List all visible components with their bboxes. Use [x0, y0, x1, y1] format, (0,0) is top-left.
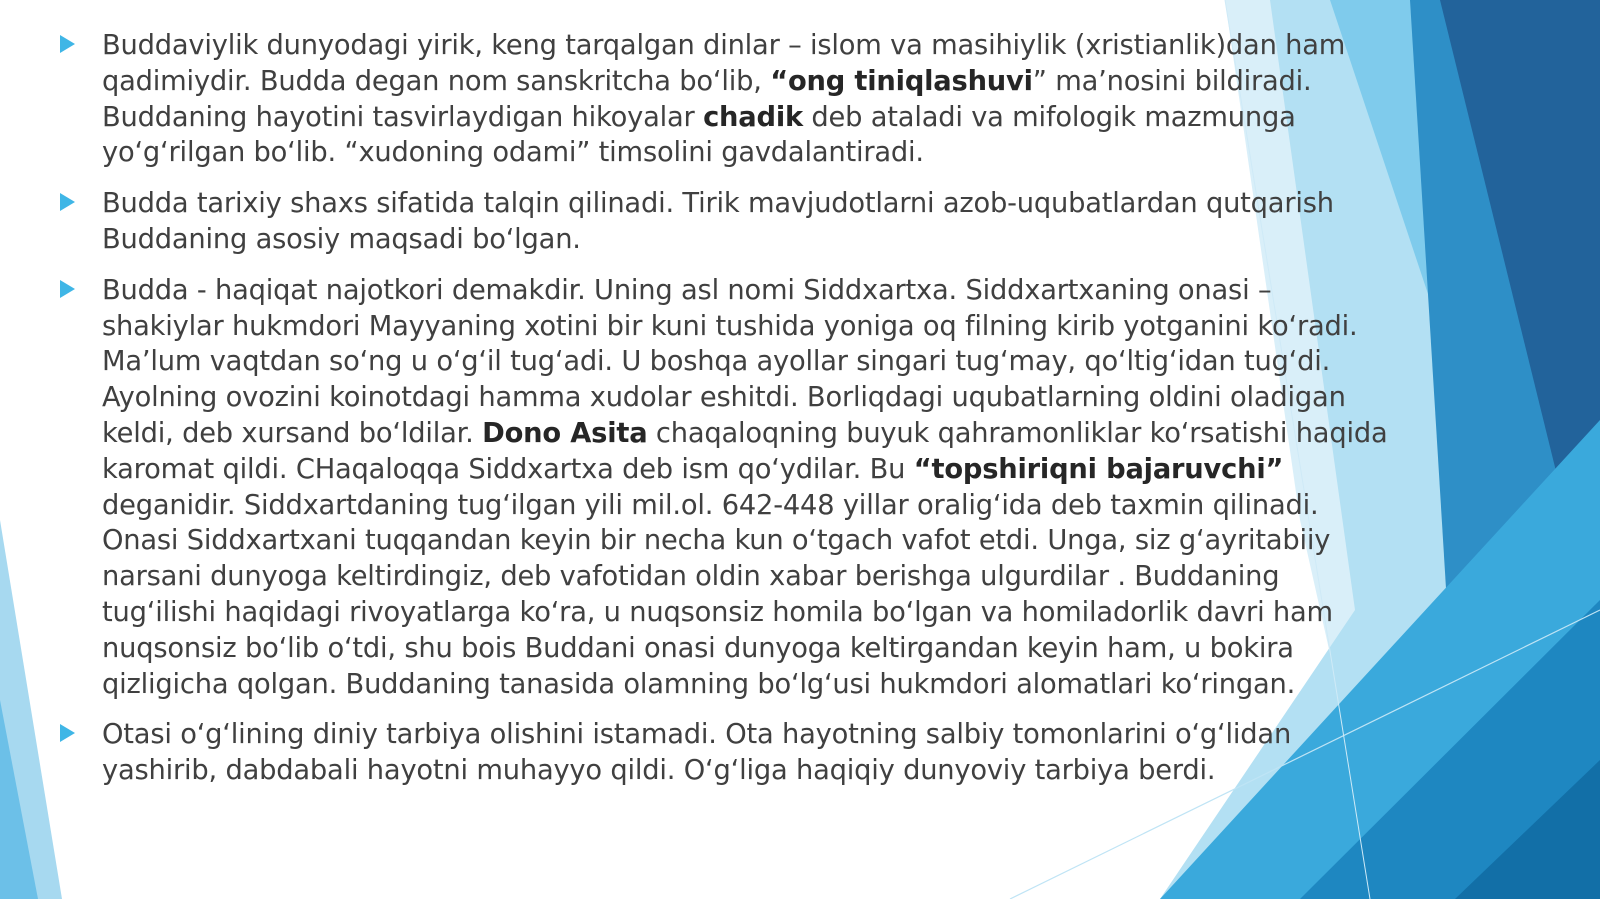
bold-text-segment: Dono Asita	[482, 417, 648, 449]
text-segment: chaqaloqning buyuk qahramonliklar ko‘rsatishi haqida karomat qildi. CHaqaloqqa Siddxartxa deb ism qo‘ydilar. Bu	[102, 417, 1388, 485]
bullet-item	[58, 28, 1388, 171]
triangle-bullet-icon	[58, 186, 102, 222]
bold-text-segment: “topshiriqni bajaruvchi”	[913, 453, 1284, 485]
text-segment: deb ataladi va mifologik mazmunga yo‘g‘rilgan bo‘lib. “xudoning odami” timsolini gavdalantiradi.	[102, 101, 1296, 169]
triangle-bullet-icon	[58, 28, 102, 64]
text-segment: ” ma’nosini bildiradi. Buddaning hayotini tasvirlaydigan hikoyalar	[102, 65, 1312, 133]
bullet-item	[58, 717, 1388, 789]
slide-body	[58, 28, 1388, 804]
bullet-item	[58, 186, 1388, 258]
text-segment: Budda tarixiy shaxs sifatida talqin qilinadi. Tirik mavjudotlarni azob-uqubatlardan qutqarish Buddaning asosiy maqsadi bo‘lgan.	[102, 188, 1334, 255]
bullet-text	[102, 273, 1388, 703]
text-segment: deganidir. Siddxartdaning tug‘ilgan yili mil.ol. 642-448 yillar oralig‘ida deb taxmin qilinadi. Onasi Siddxartxani tuqqandan keyin bir necha kun o‘tgach vafot etdi. Unga, siz g‘ayritabiiy narsani dunyoga keltirdingiz, deb vafotidan oldin xabar berishga ulgurdilar . Buddaning tug‘ilishi haqidagi rivoyatlarga ko‘ra, u nuqsonsiz homila bo‘lgan va homiladorlik davri ham nuqsonsiz bo‘lib o‘tdi, shu bois Buddani onasi dunyoga keltirgandan keyin ham, u bokira qizligicha qolgan. Buddaning tanasida olamning bo‘lg‘usi hukmdori alomatlari ko‘ringan.	[102, 489, 1333, 700]
triangle-bullet-icon	[58, 717, 102, 753]
bullet-item	[58, 273, 1388, 703]
bullet-text	[102, 186, 1388, 258]
bold-text-segment: chadik	[703, 101, 803, 133]
text-segment: Otasi o‘g‘lining diniy tarbiya olishini istamadi. Ota hayotning salbiy tomonlarini o‘g‘lidan yashirib, dabdabali hayotni muhayyo qildi. O‘g‘liga haqiqiy dunyoviy tarbiya berdi.	[102, 719, 1292, 787]
bullet-text	[102, 717, 1388, 789]
text-segment: Buddaviylik dunyodagi yirik, keng tarqalgan dinlar – islom va masihiylik (xristianlik)dan ham qadimiydir. Budda degan nom sanskritcha bo‘lib,	[102, 30, 1346, 97]
bold-text-segment: “ong tiniqlashuvi	[770, 65, 1033, 97]
text-segment: Budda - haqiqat najotkori demakdir. Uning asl nomi Siddxartxa. Siddxartxaning onasi – shakiylar hukmdori Mayyaning xotini bir kuni tushida yoniga oq filning kirib yotganini ko‘radi. Ma’lum vaqtdan so‘ng u o‘g‘il tug‘adi. U boshqa ayollar singari tug‘may, qo‘ltig‘idan tug‘di. Ayolning ovozini koinotdagi hamma xudolar eshitdi. Borliqdagi uqubatlarning oldini oladigan keldi, deb xursand bo‘ldilar.	[102, 274, 1358, 449]
bullet-text	[102, 28, 1388, 171]
triangle-bullet-icon	[58, 273, 102, 309]
